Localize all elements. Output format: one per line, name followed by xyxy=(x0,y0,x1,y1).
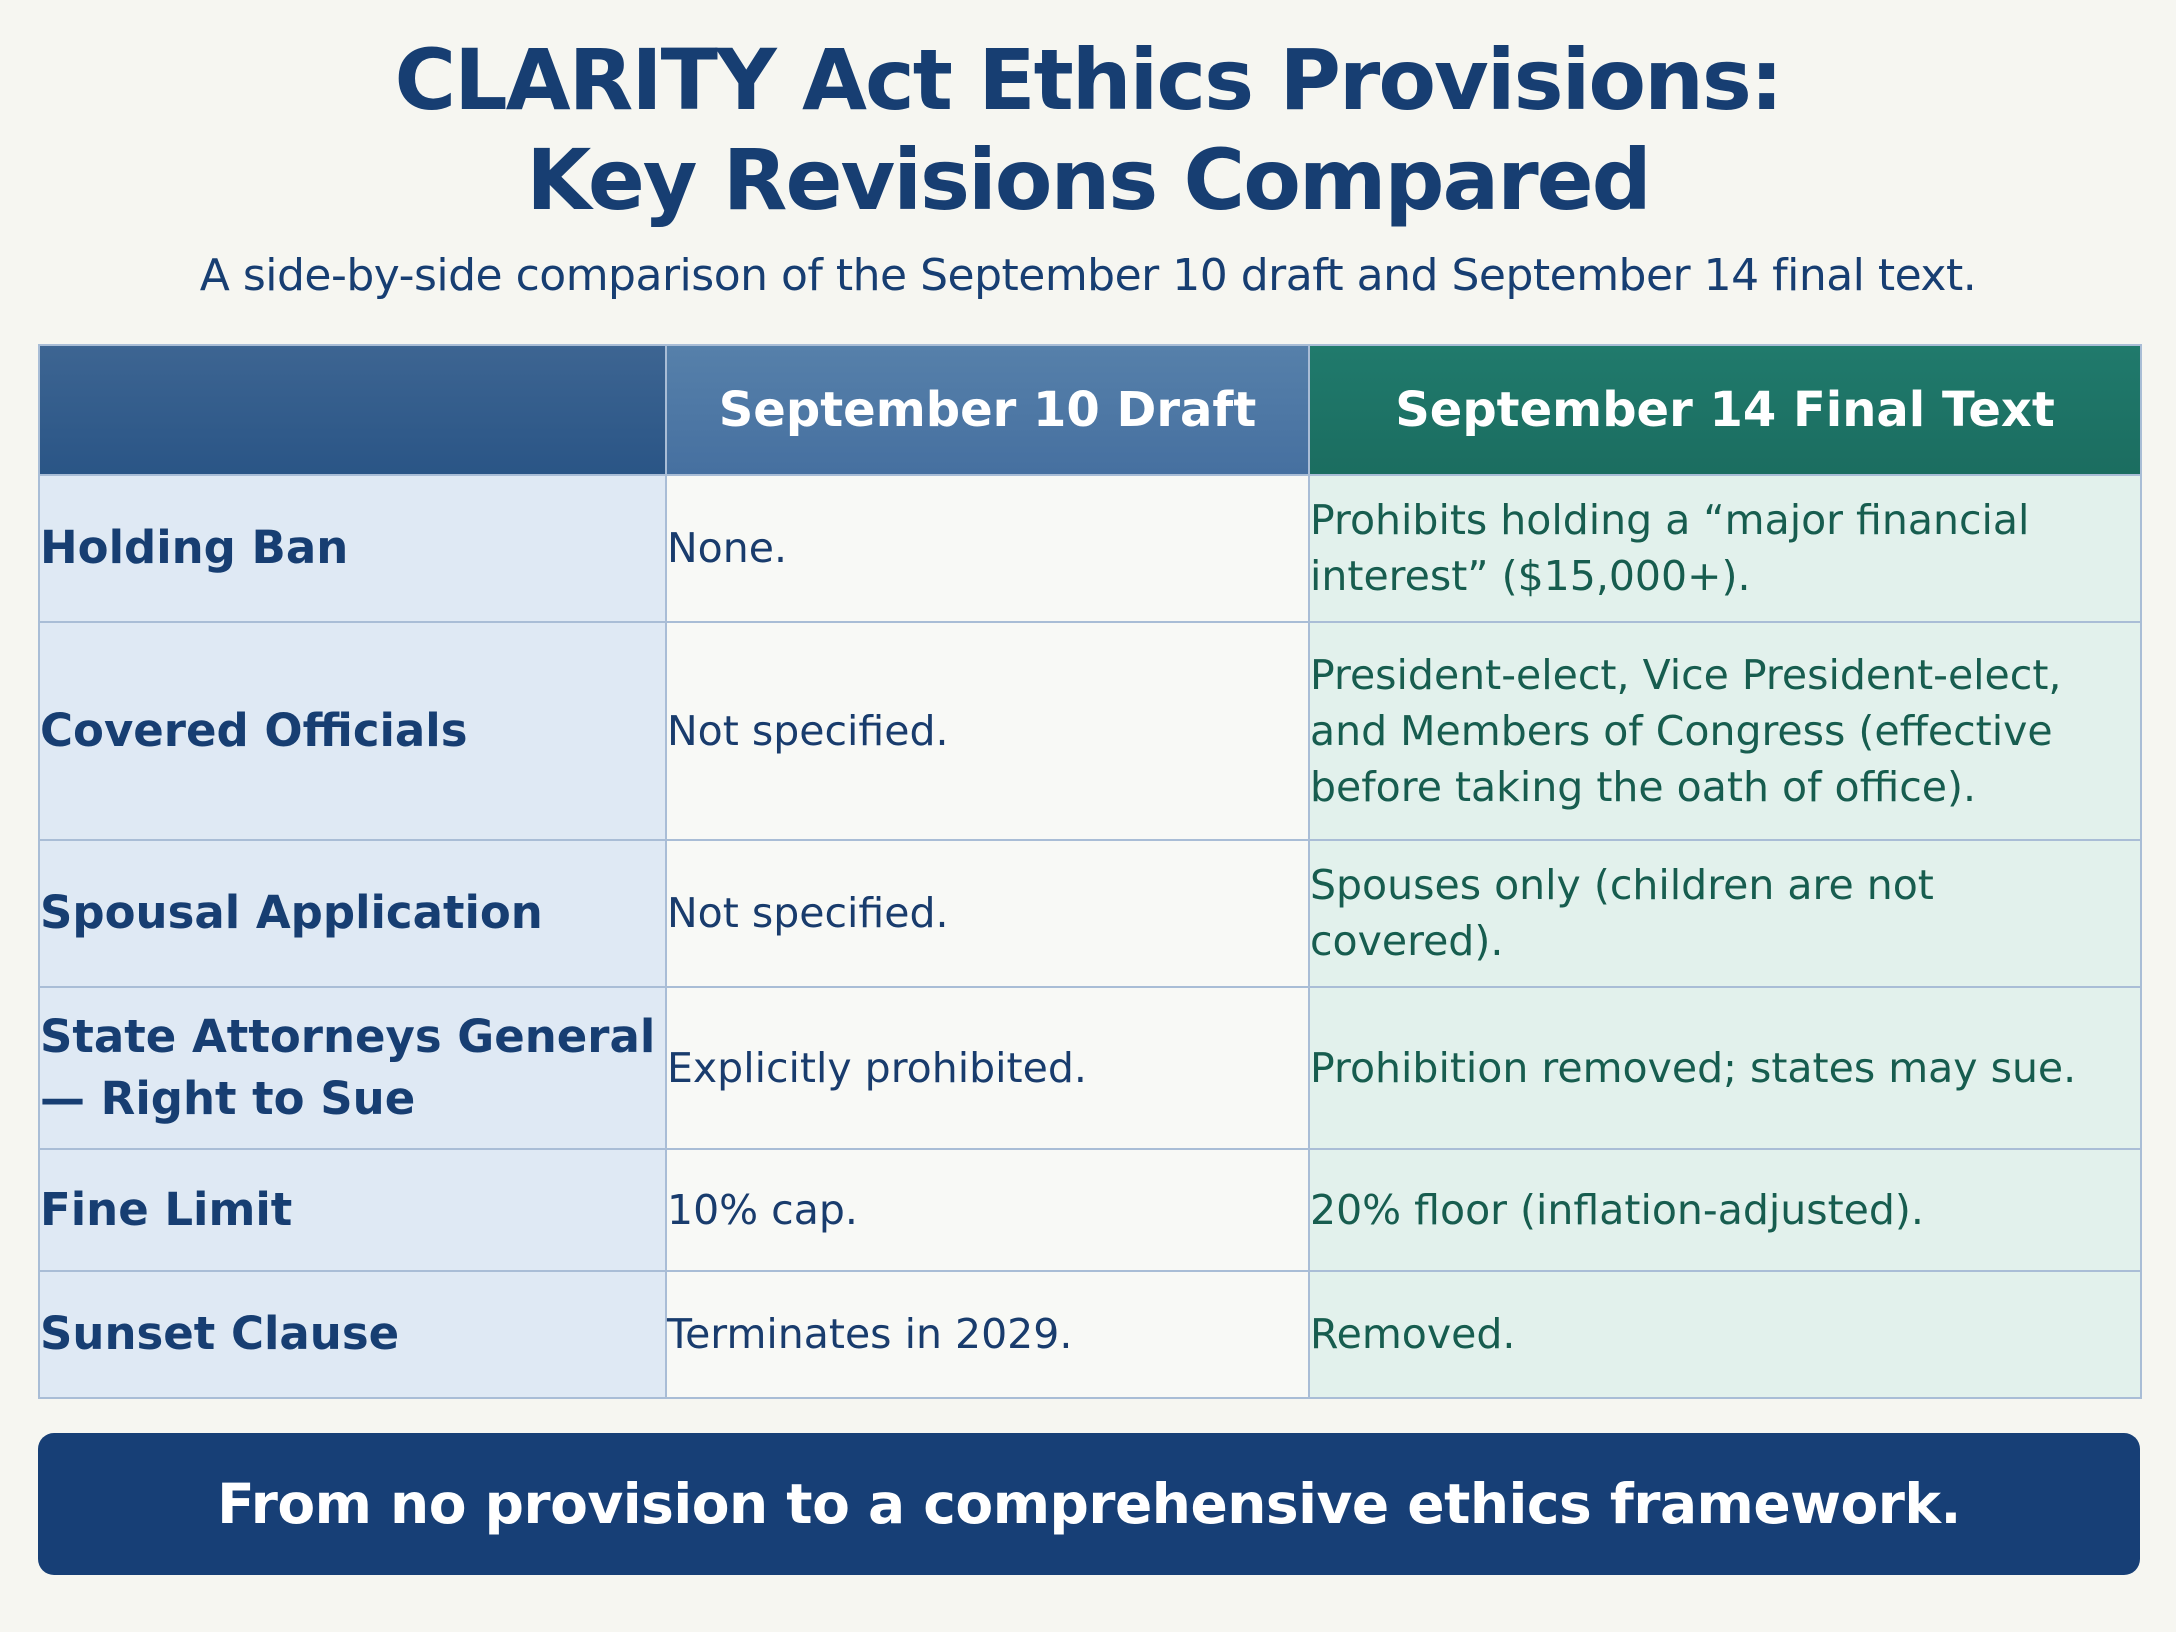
table-header-row xyxy=(39,345,2141,475)
row-label-sunset-clause: Sunset Clause xyxy=(39,1271,666,1398)
draft-cell: Not specified. xyxy=(666,840,1309,987)
row-label-covered-officials: Covered Officials xyxy=(39,622,666,841)
draft-cell: Explicitly prohibited. xyxy=(666,987,1309,1149)
final-cell: President-elect, Vice President-elect, and Members of Congress (effective before taking the oath of office). xyxy=(1309,622,2141,841)
header-september-14-final: September 14 Final Text xyxy=(1309,345,2141,475)
page-subtitle: A side-by-side comparison of the September 10 draft and September 14 final text. xyxy=(199,250,1977,301)
draft-cell: Terminates in 2029. xyxy=(666,1271,1309,1398)
row-label-fine-limit: Fine Limit xyxy=(39,1149,666,1271)
table-row xyxy=(39,475,2141,622)
final-cell: Prohibition removed; states may sue. xyxy=(1309,987,2141,1149)
final-cell: Spouses only (children are not covered). xyxy=(1309,840,2141,987)
header-september-10-draft: September 10 Draft xyxy=(666,345,1309,475)
title-line-2: Key Revisions Compared xyxy=(526,131,1650,229)
draft-cell: Not specified. xyxy=(666,622,1309,841)
header-blank-cell xyxy=(39,345,666,475)
comparison-table xyxy=(38,344,2142,1399)
table-row xyxy=(39,1271,2141,1398)
draft-cell: None. xyxy=(666,475,1309,622)
row-label-spousal-application: Spousal Application xyxy=(39,840,666,987)
final-cell: 20% floor (inflation-adjusted). xyxy=(1309,1149,2141,1271)
draft-cell: 10% cap. xyxy=(666,1149,1309,1271)
page-title xyxy=(0,30,2176,230)
row-label-state-attorneys-general: State Attorneys General — Right to Sue xyxy=(39,987,666,1149)
summary-banner xyxy=(38,1433,2140,1575)
table-row xyxy=(39,987,2141,1149)
final-cell: Prohibits holding a “major financial interest” ($15,000+). xyxy=(1309,475,2141,622)
row-label-holding-ban: Holding Ban xyxy=(39,475,666,622)
table-row xyxy=(39,1149,2141,1271)
title-line-1: CLARITY Act Ethics Provisions: xyxy=(394,31,1782,129)
summary-banner-text: From no provision to a comprehensive ethics framework. xyxy=(217,1472,1961,1536)
table-row xyxy=(39,622,2141,841)
final-cell: Removed. xyxy=(1309,1271,2141,1398)
table-row xyxy=(39,840,2141,987)
